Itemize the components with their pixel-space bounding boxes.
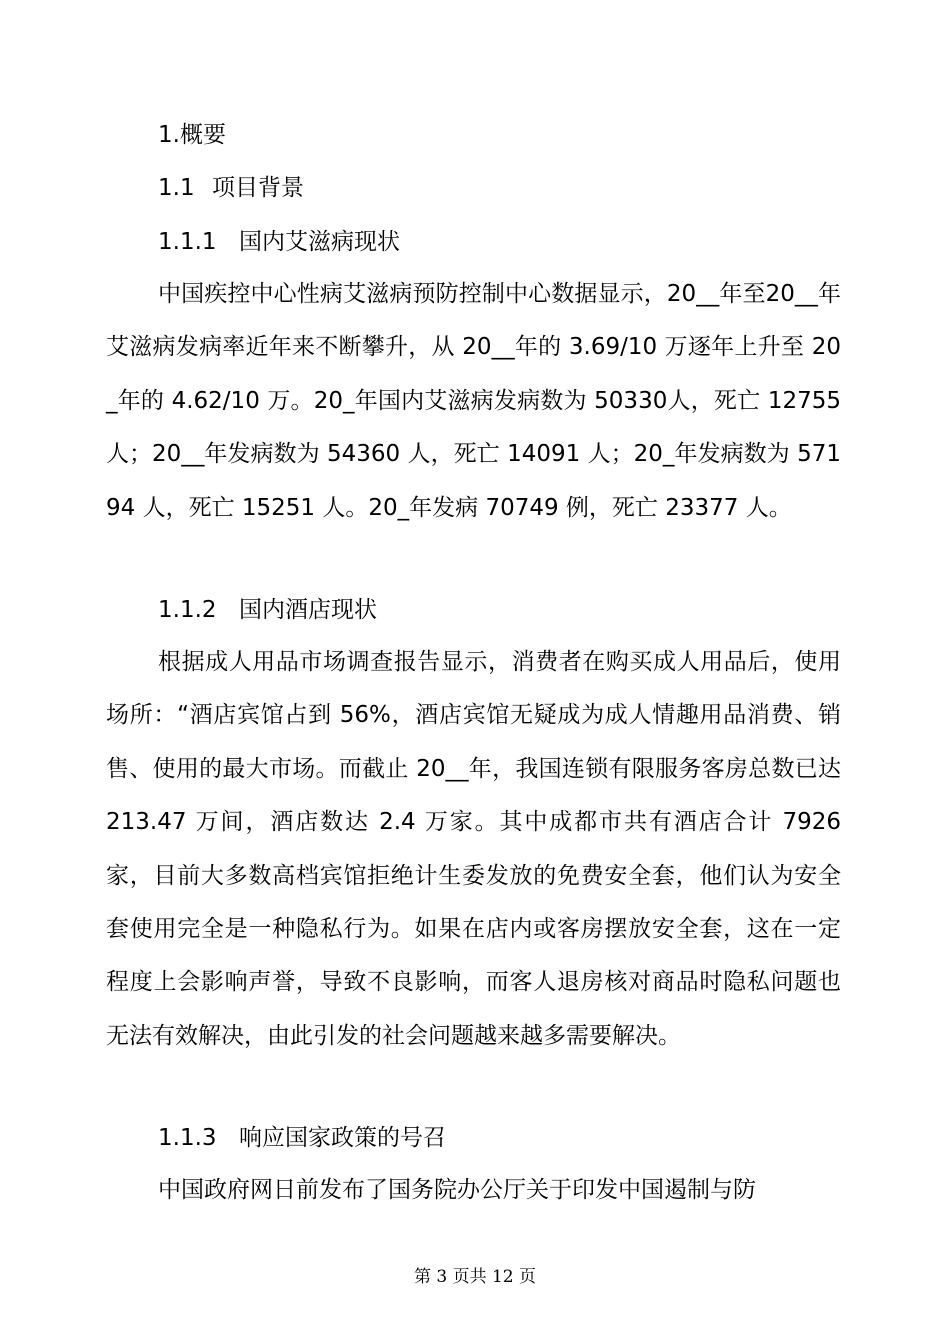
paragraph-hotel-data: 根据成人用品市场调查报告显示，消费者在购买成人用品后，使用场所：“酒店宾馆占到 56%，酒店宾馆无疑成为成人情趣用品消费、销售、使用的最大市场。而截止 20__年，我国连锁有限服务客房总数已达 213.47 万间，酒店数达 2.4 万家。其中成都市共有酒店合计 7926 家，目前大多数高档宾馆拒绝计生委发放的免费安全套，他们认为安全套使用完全是一种隐私行为。如果在店内或客房摆放安全套，这在一定程度上会影响声誉，导致不良影响，而客人退房核对商品时隐私问题也无法有效解决，由此引发的社会问题越来越多需要解决。 (106, 649, 841, 1049)
heading-overview (158, 120, 226, 150)
paragraph-policy: 中国政府网日前发布了国务院办公厅关于印发中国遏制与防 (158, 1177, 756, 1203)
heading-national-policy (158, 1123, 446, 1153)
section-title: 国内艾滋病现状 (239, 229, 400, 255)
heading-aids-status (158, 227, 400, 257)
heading-hotel-status (158, 595, 377, 625)
page-number-label: 第 3 页共 12 页 (413, 1267, 537, 1287)
heading-text: 1.概要 (158, 122, 226, 148)
section-title: 项目背景 (212, 175, 304, 201)
paragraph-aids-data: 中国疾控中心性病艾滋病预防控制中心数据显示，20__年至20__年艾滋病发病率近年来不断攀升，从 20__年的 3.69/10 万逐年上升至 20_年的 4.62/10 万。20_年国内艾滋病发病数为 50330人，死亡 12755 人；20__年发病数为 54360 人，死亡 14091 人；20_年发病数为 57194 人，死亡 15251 人。20_年发病 70749 例，死亡 23377 人。 (106, 281, 841, 521)
section-number: 1.1.1 (158, 229, 217, 255)
section-title: 响应国家政策的号召 (239, 1125, 446, 1151)
section-number: 1.1.2 (158, 597, 217, 623)
section-number: 1.1 (158, 175, 195, 201)
section-number: 1.1.3 (158, 1125, 217, 1151)
heading-project-background (158, 173, 304, 203)
section-title: 国内酒店现状 (239, 597, 377, 623)
page-footer (0, 1266, 950, 1288)
